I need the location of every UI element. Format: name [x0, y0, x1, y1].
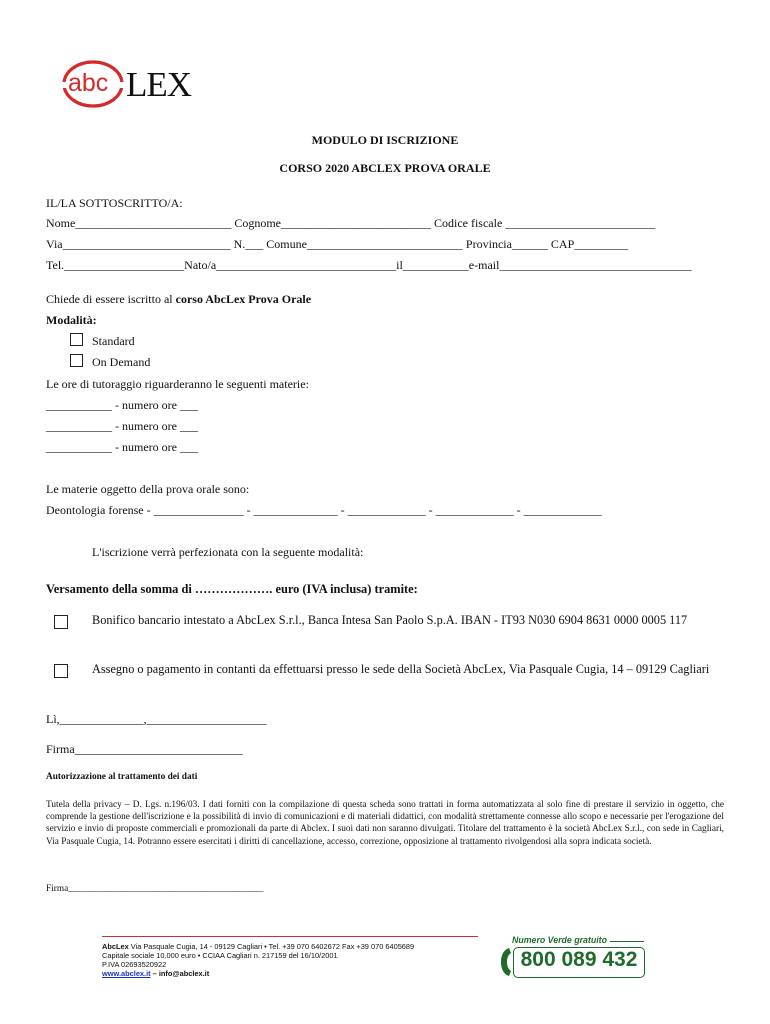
toll-free-number[interactable]: 800 089 432 — [520, 948, 638, 971]
place-date-field[interactable]: Lì,______________,____________________ — [46, 712, 267, 726]
privacy-text: Tutela della privacy – D. Lgs. n.196/03. I dati forniti con la compilazione di questa scheda sono trattati in forma automatizzata al solo fine di prestare il servizio in oggetto, che comprende la gestione dell'iscrizione e la possibilità di invio di comunicazioni e di materiali didattici, con modalità strettamente connesse allo scopo e necessarie per l'erogazione del servizio e invio di proposte commerciali e promozionali da parte di Abclex. I suoi dati non saranno divulgati. Titolare del trattamento è la società AbcLex S.r.l., con sede in Cagliari, Via Pasquale Cugia, 14. Potranno essere esercitati i diritti di cancellazione, accesso, correzione, opposizione al trattamento rivolgendosi alla sopra indicata società. — [46, 800, 724, 847]
enrollment-note: L'iscrizione verrà perfezionata con la seguente modalità: — [92, 545, 364, 559]
request-prefix: Chiede di essere iscritto al — [46, 292, 176, 306]
oral-exam-intro: Le materie oggetto della prova orale sono: — [46, 482, 250, 496]
footer-separator: – — [150, 969, 159, 978]
subject-line-3[interactable]: ___________ - numero ore ___ — [46, 440, 198, 454]
abclex-logo — [58, 56, 198, 108]
phone-icon — [499, 947, 513, 977]
footer-contacts — [102, 969, 209, 979]
check-cash-checkbox[interactable] — [54, 664, 68, 678]
logo-abc: abc — [68, 69, 109, 97]
on-demand-checkbox[interactable] — [70, 354, 83, 367]
toll-free-badge — [498, 935, 650, 981]
footer-company: AbcLex — [102, 942, 129, 951]
footer-divider — [102, 936, 478, 937]
on-demand-option-label: On Demand — [92, 355, 151, 369]
toll-free-line — [610, 941, 644, 942]
email-link[interactable]: info@abclex.it — [158, 969, 210, 978]
footer-address: Via Pasquale Cugia, 14 - 09129 Cagliari • Tel. +39 070 6402672 Fax +39 070 6405689 — [128, 942, 415, 951]
standard-option-label: Standard — [92, 334, 135, 348]
modalita-label: Modalità: — [46, 313, 97, 327]
request-course: corso AbcLex Prova Orale — [175, 292, 312, 306]
subject-line-1[interactable]: ___________ - numero ore ___ — [46, 398, 198, 412]
privacy-signature-field[interactable]: Firma__________________________________________ — [46, 884, 264, 894]
standard-checkbox[interactable] — [70, 333, 83, 346]
check-cash-text: Assegno o pagamento in contanti da effettuarsi presso le sede della Società AbcLex, Via Pasquale Cugia, 14 – 09129 Cagliari — [92, 662, 710, 676]
bank-transfer-text: Bonifico bancario intestato a AbcLex S.r.l., Banca Intesa San Paolo S.p.A. IBAN - IT93 N030 6904 8631 0000 0005 117 — [92, 613, 688, 627]
personal-data-line-1[interactable]: Nome__________________________ Cognome_________________________ Codice fiscale _________________________ — [46, 216, 656, 230]
privacy-title: Autorizzazione al trattamento dei dati — [46, 772, 198, 782]
course-request — [46, 292, 311, 307]
footer-vat: P.IVA 02693520922 — [102, 960, 167, 969]
payment-heading: Versamento della somma di ………………. euro (IVA inclusa) tramite: — [46, 582, 418, 596]
footer-capital: Capitale sociale 10.000 euro • CCIAA Cagliari n. 217159 del 16/10/2001 — [102, 951, 338, 960]
signature-field[interactable]: Firma____________________________ — [46, 742, 243, 756]
signatory-label: IL/LA SOTTOSCRITTO/A: — [46, 196, 183, 210]
personal-data-line-3[interactable]: Tel.____________________Nato/a______________________________il___________e-mail________________________________ — [46, 258, 692, 272]
form-title: MODULO DI ISCRIZIONE — [311, 133, 459, 147]
bank-transfer-checkbox[interactable] — [54, 615, 68, 629]
website-link[interactable]: www.abclex.it — [102, 969, 151, 978]
subject-line-2[interactable]: ___________ - numero ore ___ — [46, 419, 198, 433]
course-title: CORSO 2020 ABCLEX PROVA ORALE — [279, 161, 491, 175]
oral-exam-subjects[interactable]: Deontologia forense - _______________ - ______________ - _____________ - _____________ - _____________ — [46, 503, 602, 517]
tutoring-intro: Le ore di tutoraggio riguarderanno le seguenti materie: — [46, 377, 309, 391]
personal-data-line-2[interactable]: Via____________________________ N.___ Comune__________________________ Provincia______ CAP_________ — [46, 237, 629, 251]
logo-lex: LEX — [126, 65, 192, 104]
toll-free-label: Numero Verde gratuito — [512, 935, 607, 945]
